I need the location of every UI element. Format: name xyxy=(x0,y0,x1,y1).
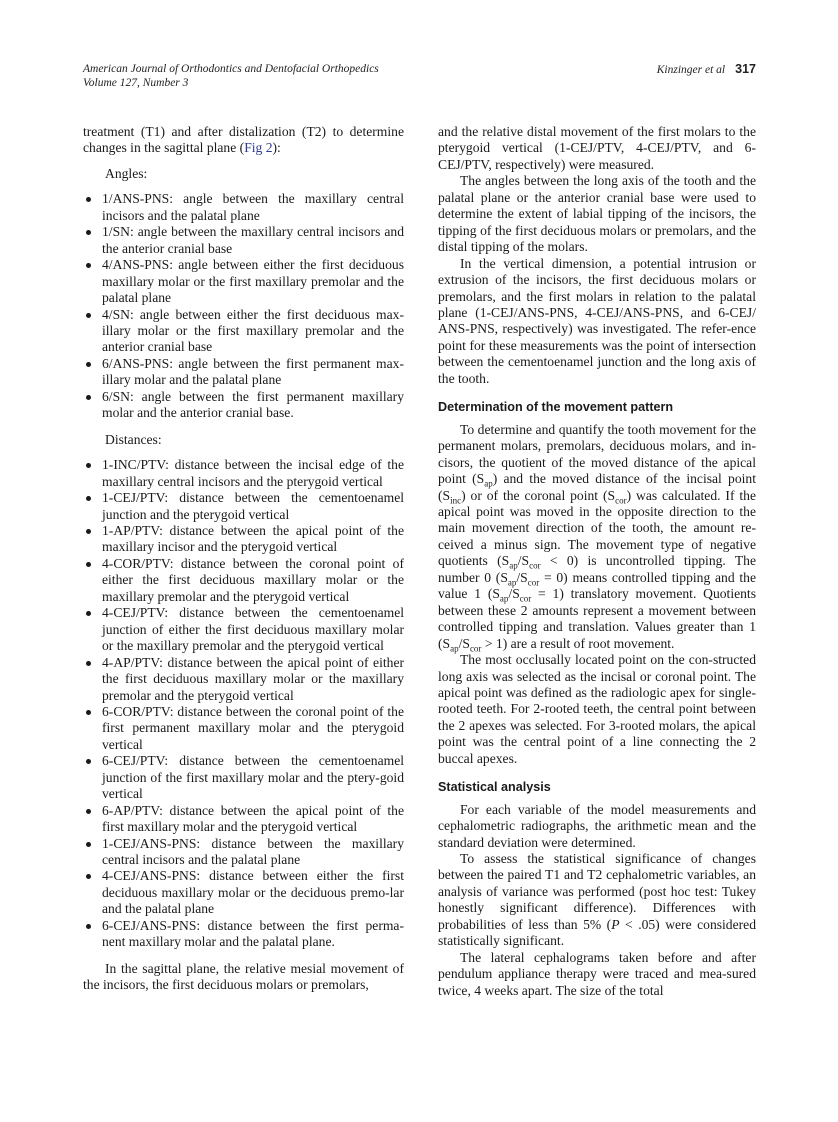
angles-label: Angles: xyxy=(105,165,148,181)
paragraph-movement-quotient: To determine and quantify the tooth movement for the permanent molars, premolars, deciduous molars, and in-cisors, the quotient of the moved distance of the apical point $(S_{ap})$ and the moved distance of the incisal point $(S_{inc})$ or of the coronal point $(S_{cor})$ was calculated. If the apical point was moved in the opposite direction to the main movement direction of the tooth, the amount re-ceived a minus sign. The movement type of negative quotients $(S_{ap}/S_{cor} < 0)$ is uncontrolled tipping. The number 0 $(S_{ap}/S_{cor} = 0)$ means controlled tipping and the value 1 $(S_{ap}/S_{cor} = 1)$ translatory movement. Quotients between these 2 amounts represent a movement between controlled tipping and translation. Values greater than 1 $(S_{ap}/S_{cor} > 1)$ are a result of root movement. xyxy=(438,421,757,654)
running-authors: Kinzinger et al xyxy=(656,64,726,76)
paragraph-distal-movement: and the relative distal movement of the first molars to the pterygoid vertical (1-CEJ/PTV, 4-CEJ/PTV, and 6-CEJ/PTV, respectively) were measured. xyxy=(438,124,756,172)
list-item: 6-CEJ/ANS-PNS: distance between the first perma-nent maxillary molar and the palatal plane. xyxy=(83,918,404,951)
paragraph-cephalograms: The lateral cephalograms taken before and after pendulum appliance therapy were traced and mea-sured twice, 4 weeks apart. The size of the total xyxy=(438,949,756,998)
distances-list xyxy=(83,457,404,951)
list-item: 4-COR/PTV: distance between the coronal point of either the first deciduous maxillary molar or the maxillary premolar and the pterygoid vertical xyxy=(83,556,404,605)
journal-title: American Journal of Orthodontics and Dentofacial Orthopedics xyxy=(83,63,379,75)
list-item: 1/SN: angle between the maxillary central incisors and the anterior cranial base xyxy=(83,224,404,257)
running-header-left xyxy=(83,62,379,90)
list-item: 4-CEJ/ANS-PNS: distance between either the first deciduous maxillary molar or the deciduous premo-lar and the palatal plane xyxy=(83,868,404,917)
left-column xyxy=(83,124,404,994)
paragraph-angles: The angles between the long axis of the tooth and the palatal plane or the anterior cranial base were used to determine the extent of labial tipping of the incisors, the tipping of the first deciduous molars or premolars, and the distal tipping of the molars. xyxy=(438,173,756,255)
intro-paragraph xyxy=(83,124,404,157)
paragraph-statistics-anova: To assess the statistical significance of changes between the paired T1 and T2 cephalometric variables, an analysis of variance was performed (post hoc test: Tukey honestly significant difference). Differences with probabilities of less than 5% (P < .05) were considered statistically significant. xyxy=(438,851,756,949)
list-item: 6-AP/PTV: distance between the apical point of the first maxillary molar and the pterygoid vertical xyxy=(83,803,404,836)
list-item: 1-CEJ/ANS-PNS: distance between the maxillary central incisors and the palatal plane xyxy=(83,836,404,869)
sagittal-paragraph: In the sagittal plane, the relative mesial movement of the incisors, the first deciduous molars or premolars, xyxy=(83,960,404,993)
list-item: 6-COR/PTV: distance between the coronal point of the first permanent maxillary molar and the pterygoid vertical xyxy=(83,704,404,753)
section-heading-movement-pattern: Determination of the movement pattern xyxy=(438,400,674,415)
paragraph-vertical: In the vertical dimension, a potential intrusion or extrusion of the incisors, the first deciduous molars or premolars, and the first molars in relation to the palatal plane (1-CEJ/ANS-PNS, 4-CEJ/ANS-PNS, and 6-CEJ/ ANS-PNS, respectively) was investigated. The refer-ence point for these measurements was the point of intersection between the cementoenamel junction and the long axis of the tooth. xyxy=(438,255,756,386)
list-item: 1-AP/PTV: distance between the apical point of the maxillary incisor and the pterygoid vertical xyxy=(83,523,404,556)
list-item: 6-CEJ/PTV: distance between the cementoenamel junction of the first maxillary molar and the ptery-goid vertical xyxy=(83,753,404,802)
figure-link[interactable]: Fig 2 xyxy=(244,140,273,156)
journal-volume: Volume 127, Number 3 xyxy=(83,77,189,89)
intro-text-end: ): xyxy=(272,140,281,156)
list-item: 4-CEJ/PTV: distance between the cementoenamel junction of either the first deciduous maxillary molar or the maxillary premolar and the pterygoid vertical xyxy=(83,605,404,654)
list-item: 1/ANS-PNS: angle between the maxillary central incisors and the palatal plane xyxy=(83,191,404,224)
list-item: 6/SN: angle between the first permanent maxillary molar and the anterior cranial base. xyxy=(83,389,404,422)
page-number: 317 xyxy=(735,62,756,76)
list-item: 4-AP/PTV: distance between the apical point of either the first deciduous maxillary molar or the maxillary premolar and the pterygoid vertical xyxy=(83,655,404,704)
paragraph-occlusal-point: The most occlusally located point on the con-structed long axis was selected as the incisal or coronal point. The apical point was defined as the radiologic apex for single-rooted teeth. For 2-rooted teeth, the central point between the 2 apexes was selected. For 3-rooted molars, the apical point was the central point of a line connecting the 2 buccal apexes. xyxy=(438,652,756,766)
list-item: 1-CEJ/PTV: distance between the cementoenamel junction and the pterygoid vertical xyxy=(83,490,404,523)
list-item: 4/ANS-PNS: angle between either the first deciduous maxillary molar or the first maxillary premolar and the palatal plane xyxy=(83,257,404,306)
angles-list xyxy=(83,191,404,421)
section-heading-statistical-analysis: Statistical analysis xyxy=(438,780,551,795)
running-header-right xyxy=(657,62,756,77)
intro-text: treatment (T1) and after distalization (T2) to determine changes in the sagittal plane ( xyxy=(83,124,404,156)
list-item: 4/SN: angle between either the first deciduous max-illary molar or the first maxillary premolar and the anterior cranial base xyxy=(83,307,404,356)
list-item: 6/ANS-PNS: angle between the first permanent max-illary molar and the palatal plane xyxy=(83,356,404,389)
distances-label: Distances: xyxy=(105,431,162,447)
right-column xyxy=(438,124,756,999)
paragraph-statistics-mean: For each variable of the model measurements and cephalometric radiographs, the arithmetic mean and the standard deviation were determined. xyxy=(438,801,756,850)
list-item: 1-INC/PTV: distance between the incisal edge of the maxillary central incisors and the pterygoid vertical xyxy=(83,457,404,490)
